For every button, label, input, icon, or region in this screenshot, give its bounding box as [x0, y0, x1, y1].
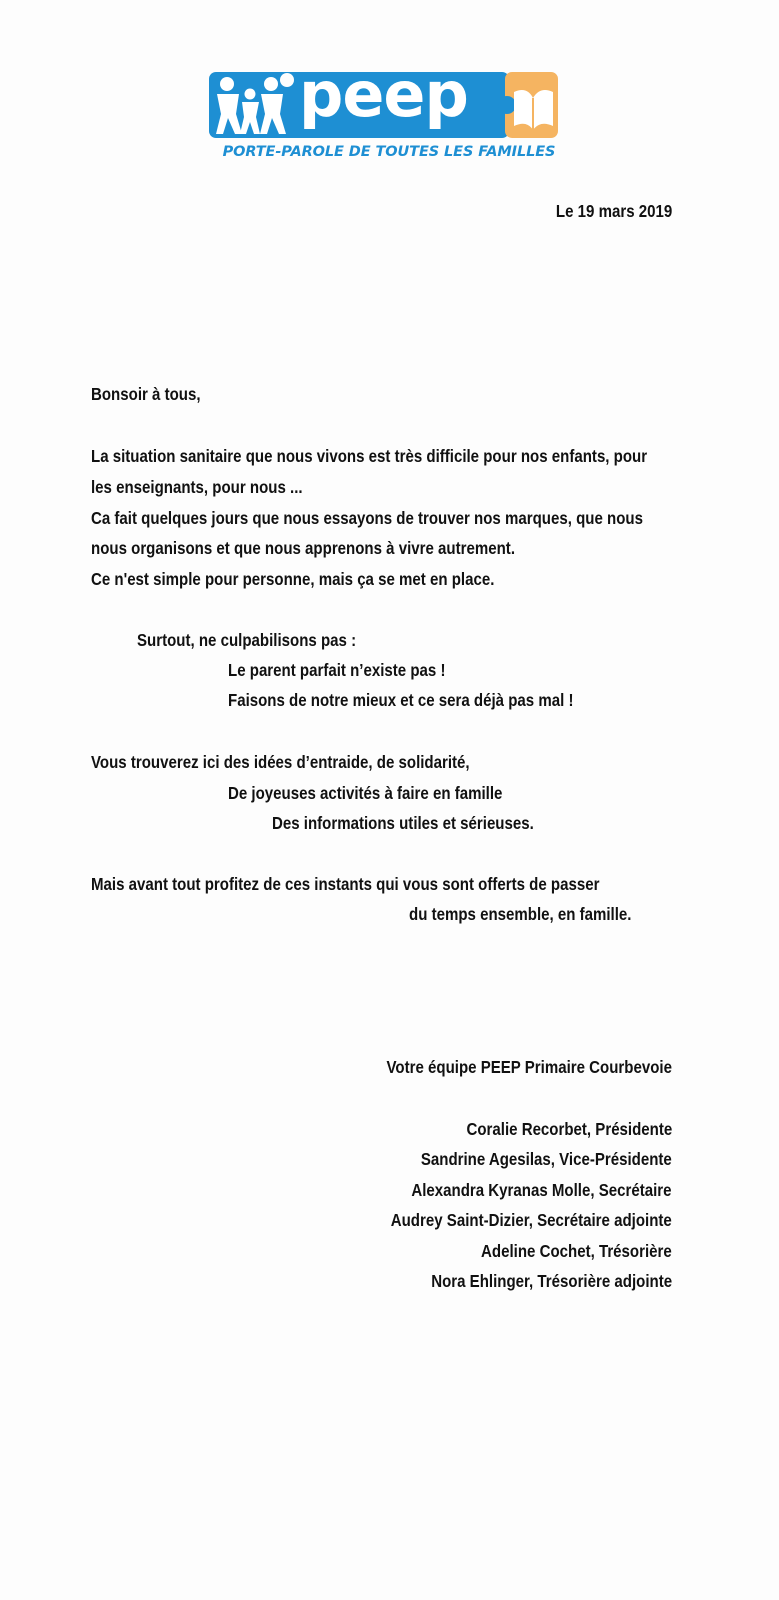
signature-member: Audrey Saint-Dizier, Secrétaire adjointe	[390, 1210, 672, 1230]
paragraph-line: nous organisons et que nous apprenons à vivre autrement.	[91, 538, 516, 558]
peep-logo	[209, 58, 569, 170]
resources-line: Des informations utiles et sérieuses.	[272, 813, 534, 833]
closing-line: Mais avant tout profitez de ces instants qui vous sont offerts de passer	[91, 874, 600, 894]
logo-wordmark: peep	[299, 58, 468, 131]
advice-line: Faisons de notre mieux et ce sera déjà pas mal !	[228, 690, 574, 710]
signature-member: Coralie Recorbet, Présidente	[466, 1119, 672, 1139]
resources-line: De joyeuses activités à faire en famille	[228, 783, 503, 803]
signature-team: Votre équipe PEEP Primaire Courbevoie	[386, 1057, 672, 1077]
paragraph-line: Ce n'est simple pour personne, mais ça se met en place.	[91, 569, 495, 589]
signature-member: Sandrine Agesilas, Vice-Présidente	[421, 1149, 672, 1169]
closing-line: du temps ensemble, en famille.	[409, 904, 632, 924]
advice-line: Le parent parfait n’existe pas !	[228, 660, 446, 680]
advice-intro: Surtout, ne culpabilisons pas :	[137, 630, 357, 650]
signature-member: Adeline Cochet, Trésorière	[481, 1241, 672, 1261]
greeting: Bonsoir à tous,	[91, 384, 201, 404]
letter-date: Le 19 mars 2019	[555, 201, 672, 221]
signature-member: Nora Ehlinger, Trésorière adjointe	[431, 1271, 672, 1291]
signature-member: Alexandra Kyranas Molle, Secrétaire	[411, 1180, 672, 1200]
paragraph-line: les enseignants, pour nous ...	[91, 477, 303, 497]
paragraph-line: Ca fait quelques jours que nous essayons de trouver nos marques, que nous	[91, 508, 643, 528]
resources-line: Vous trouverez ici des idées d’entraide, de solidarité,	[91, 752, 470, 772]
paragraph-line: La situation sanitaire que nous vivons est très difficile pour nos enfants, pour	[91, 446, 648, 466]
logo-tagline: PORTE-PAROLE DE TOUTES LES FAMILLES	[222, 144, 556, 160]
